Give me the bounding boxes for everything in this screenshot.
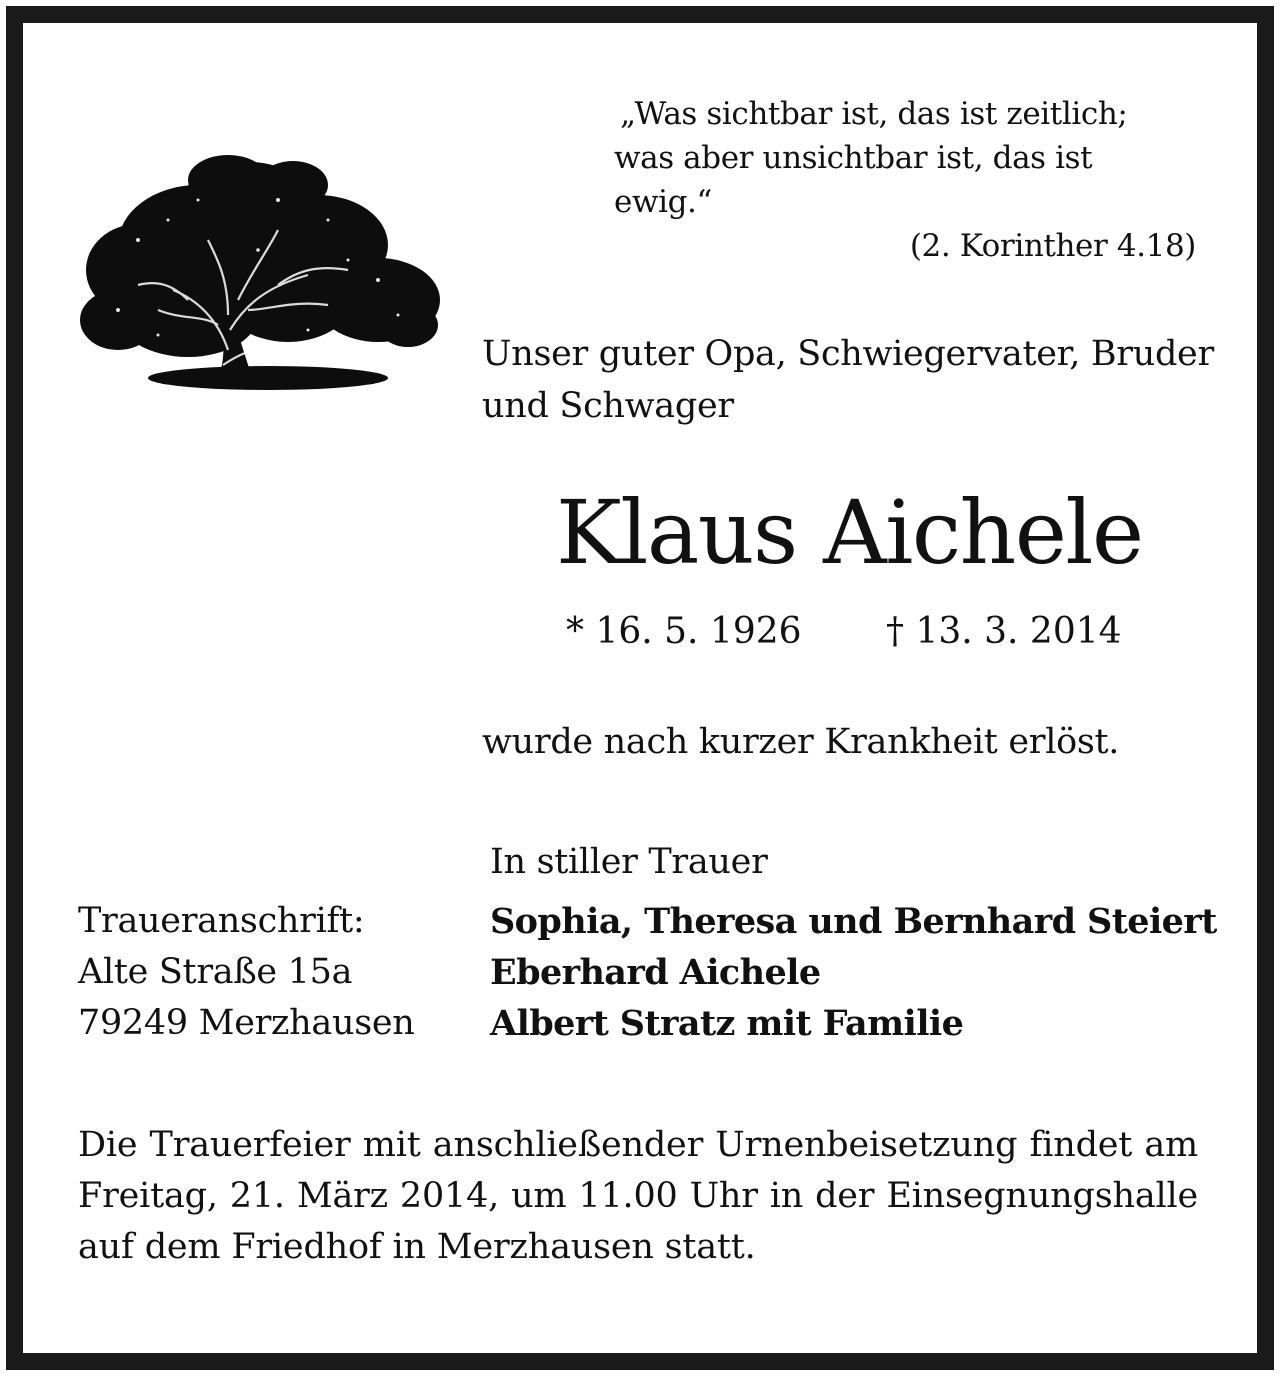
address-city: 79249 Merzhausen [78,1003,415,1043]
ceremony-line-2: Freitag, 21. März 2014, um 11.00 Uhr in der Einsegnungshalle [78,1176,1198,1216]
deceased-name: Klaus Aichele [556,481,1143,584]
released-text: wurde nach kurzer Krankheit erlöst. [482,722,1120,762]
family-list [490,896,1217,1049]
family-member: Albert Stratz mit Familie [490,1003,964,1044]
birth-date: * 16. 5. 1926 [566,611,802,652]
address-label: Traueranschrift: [78,901,365,941]
death-date: † 13. 3. 2014 [886,611,1122,652]
intro-line-1: Unser guter Opa, Schwiegervater, Bruder [482,334,1214,374]
tree-icon [78,150,442,395]
quote-reference: (2. Korinther 4.18) [909,228,1196,264]
intro-text [482,328,1214,432]
ceremony-line-3: auf dem Friedhof in Merzhausen statt. [78,1227,756,1267]
family-member: Eberhard Aichele [490,952,821,993]
bible-quote [598,92,1196,268]
ceremony-notice [78,1120,1198,1273]
family-member: Sophia, Theresa und Bernhard Steiert [490,901,1217,942]
quote-line-2: was aber unsichtbar ist, das ist ewig.“ [614,140,1093,220]
ceremony-line-1: Die Trauerfeier mit anschließender Urnenbeisetzung findet am [78,1125,1198,1165]
address-street: Alte Straße 15a [78,952,353,992]
quote-line-1: „Was sichtbar ist, das ist zeitlich; [620,96,1128,132]
intro-line-2: und Schwager [482,386,734,426]
mourning-heading: In stiller Trauer [490,842,768,882]
mourning-address [78,896,415,1049]
